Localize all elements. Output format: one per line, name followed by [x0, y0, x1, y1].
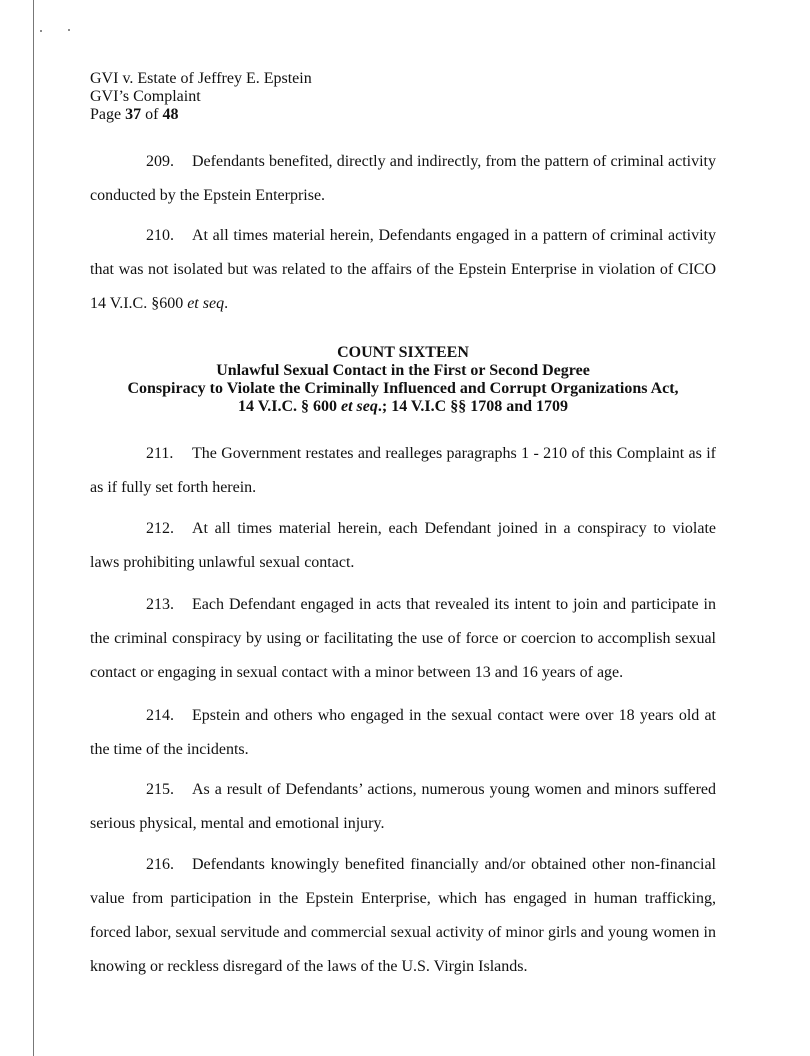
page-number: Page 37 of 48 [90, 106, 179, 123]
paragraph-number: 214. [146, 707, 174, 724]
paragraph-number: 211. [146, 445, 174, 462]
paragraph-text: At all times material herein, each Defendant joined in a conspiracy to violate laws prohibiting unlawful sexual contact. [90, 520, 716, 571]
paragraph-text: At all times material herein, Defendants engaged in a pattern of criminal activity that was not isolated but was related to the affairs of the Epstein Enterprise in violation of CICO 14 V.I.C. §600 [90, 227, 716, 312]
paragraph-number: 210. [146, 227, 174, 244]
paragraph-number: 209. [146, 153, 174, 170]
paragraph-214 [90, 699, 716, 767]
paragraph-text: Epstein and others who engaged in the sexual contact were over 18 years old at the time of the incidents. [90, 707, 716, 758]
paragraph-216 [90, 848, 716, 984]
paragraph-209 [90, 145, 716, 213]
count-heading [90, 344, 716, 416]
paragraph-212 [90, 512, 716, 580]
paragraph-number: 212. [146, 520, 174, 537]
paragraph-215 [90, 773, 716, 841]
count-line-3: 14 V.I.C. § 600 et seq.; 14 V.I.C §§ 1708 and 1709 [238, 398, 568, 415]
paragraph-italic: et seq [187, 295, 225, 312]
scan-speck [40, 30, 42, 32]
paragraph-text: Defendants benefited, directly and indirectly, from the pattern of criminal activity conducted by the Epstein Enterprise. [90, 153, 716, 204]
paragraph-210: 210. At all times material herein, Defendants engaged in a pattern of criminal activity that was not isolated but was related to the affairs of the Epstein Enterprise in violation of CICO 14 V.I.C. §600 et seq. [90, 219, 716, 321]
count-line-1: Unlawful Sexual Contact in the First or Second Degree [216, 362, 590, 379]
paragraph-text: As a result of Defendants’ actions, numerous young women and minors suffered serious physical, mental and emotional injury. [90, 781, 716, 832]
paragraph-text: Defendants knowingly benefited financially and/or obtained other non-financial value from participation in the Epstein Enterprise, which has engaged in human trafficking, forced labor, sexual servitude and commercial sexual activity of minor girls and young women in knowing or reckless disregard of the laws of the U.S. Virgin Islands. [90, 856, 716, 975]
paragraph-text: The Government restates and realleges paragraphs 1 - 210 of this Complaint as if as if fully set forth herein. [90, 445, 716, 496]
case-caption: GVI v. Estate of Jeffrey E. Epstein [90, 70, 312, 87]
scan-margin-line [33, 0, 34, 1056]
paragraph-number: 215. [146, 781, 174, 798]
page-header [90, 70, 312, 124]
paragraph-211 [90, 437, 716, 505]
document-title: GVI’s Complaint [90, 88, 201, 105]
count-title: COUNT SIXTEEN [337, 344, 469, 361]
paragraph-213 [90, 588, 716, 690]
scan-speck [68, 29, 70, 31]
paragraph-number: 216. [146, 856, 174, 873]
paragraph-text: Each Defendant engaged in acts that revealed its intent to join and participate in the criminal conspiracy by using or facilitating the use of force or coercion to accomplish sexual contact or engaging in sexual contact with a minor between 13 and 16 years of age. [90, 596, 716, 681]
paragraph-number: 213. [146, 596, 174, 613]
count-line-2: Conspiracy to Violate the Criminally Influenced and Corrupt Organizations Act, [127, 380, 679, 397]
